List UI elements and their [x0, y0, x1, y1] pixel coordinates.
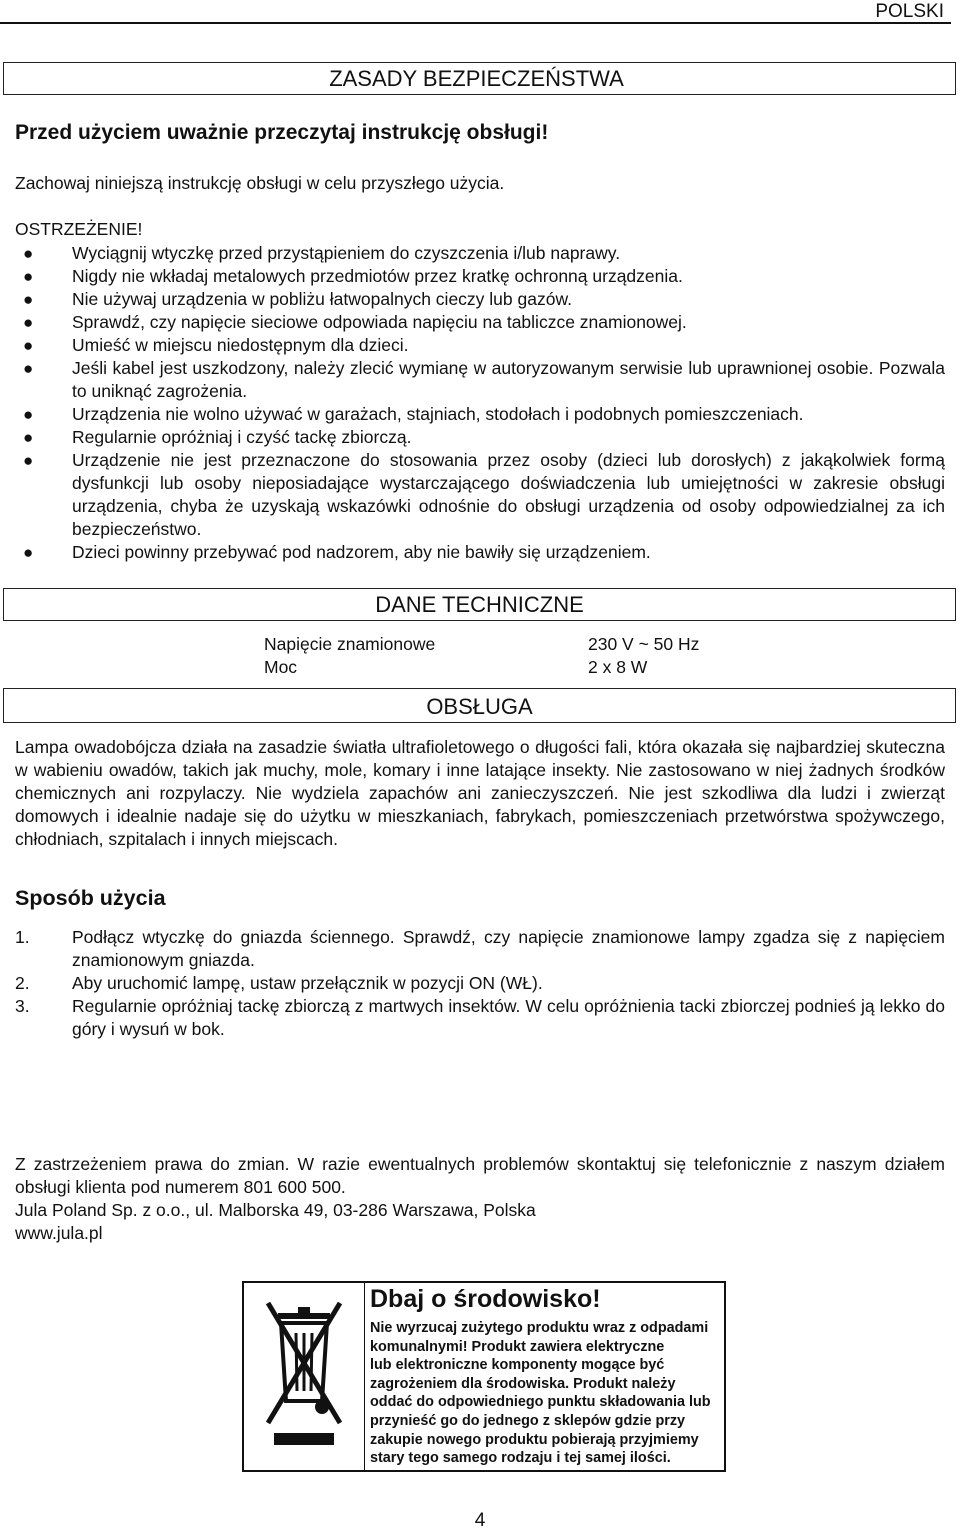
bullet-text: Nie używaj urządzenia w pobliżu łatwopalnych cieczy lub gazów. [72, 289, 572, 309]
eco-notice-box [242, 1281, 726, 1472]
step-number: 1. [15, 927, 30, 947]
list-item [15, 426, 945, 449]
page-number: 4 [474, 1510, 486, 1531]
safety-bullet-list [15, 242, 945, 564]
list-item [15, 972, 945, 995]
bullet-text: Wyciągnij wtyczkę przed przystąpieniem do czyszczenia i/lub naprawy. [72, 243, 621, 263]
eco-line: stary tego samego rodzaju i tej samej ilości. [370, 1450, 671, 1467]
list-item [15, 995, 945, 1041]
list-item [15, 265, 945, 288]
operation-description: Lampa owadobójcza działa na zasadzie światła ultrafioletowego o długości fali, która okazała się najbardziej skuteczna w wabieniu owadów, takich jak muchy, mole, komary i inne latające insekty. Nie zastosowano w niej żadnych środków chemicznych ani rozpylaczy. Nie wydziela zapachów ani zanieczyszczeń. Nie jest szkodliwa dla ludzi i zwierząt domowych i idealnie nadaje się do użytku w mieszkaniach, fabrykach, pomieszczeniach przetwórstwa spożywczego, chłodniach, szpitalach i innych miejscach. [15, 737, 945, 849]
bullet-text: Umieść w miejscu niedostępnym dla dzieci. [72, 335, 409, 355]
list-item [15, 242, 945, 265]
spec-label-voltage: Napięcie znamionowe [264, 634, 436, 654]
eco-line: lub elektroniczne komponenty mogące być [370, 1357, 665, 1374]
bullet-icon: ● [23, 405, 34, 424]
step-text: Aby uruchomić lampę, ustaw przełącznik w pozycji ON (WŁ). [72, 973, 543, 993]
eco-line: oddać do odpowiedniego punktu składowania lub [370, 1394, 711, 1411]
operation-title: OBSŁUGA [426, 694, 533, 719]
eco-notice-text [370, 1319, 720, 1468]
list-item [15, 403, 945, 426]
spec-value-voltage: 230 V ~ 50 Hz [588, 634, 700, 654]
list-item [15, 926, 945, 972]
spec-value-power: 2 x 8 W [588, 657, 648, 677]
eco-line: przynieść go do jednego z sklepów gdzie przy [370, 1412, 686, 1429]
list-item [15, 334, 945, 357]
warning-label: OSTRZEŻENIE! [15, 219, 143, 239]
step-number: 3. [15, 996, 30, 1016]
eco-line: zakupie nowego produktu pobierają przyjmiemy [370, 1431, 699, 1448]
safety-title-box [3, 62, 956, 95]
bullet-text: Regularnie opróżniaj i czyść tackę zbiorczą. [72, 427, 412, 447]
bullet-icon: ● [23, 244, 34, 263]
bullet-icon: ● [23, 267, 34, 286]
bullet-text: Urządzenia nie wolno używać w garażach, stajniach, stodołach i podobnych pomieszczeniach. [72, 404, 804, 424]
bullet-icon: ● [23, 336, 34, 355]
usage-steps [15, 926, 945, 1041]
list-item [15, 288, 945, 311]
operation-title-box [3, 688, 956, 723]
list-item [15, 449, 945, 541]
bullet-text: Dzieci powinny przebywać pod nadzorem, aby nie bawiły się urządzeniem. [72, 542, 651, 562]
safety-title: ZASADY BEZPIECZEŃSTWA [329, 66, 624, 91]
disclaimer-text: Z zastrzeżeniem prawa do zmian. W razie ewentualnych problemów skontaktuj się telefonicznie z naszym działem obsługi klienta pod numerem 801 600 500. [15, 1154, 945, 1197]
header-language: POLSKI [875, 1, 944, 22]
bullet-text: Jeśli kabel jest uszkodzony, należy zlecić wymianę w autoryzowanym serwisie lub uprawnionej osobie. Pozwala to uniknąć zagrożenia. [72, 358, 945, 401]
crossed-out-wheelie-bin-icon [244, 1283, 364, 1470]
bullet-icon: ● [23, 451, 34, 470]
list-item [15, 311, 945, 334]
spec-label-power: Moc [264, 657, 298, 677]
list-item [15, 541, 945, 564]
bullet-text: Sprawdź, czy napięcie sieciowe odpowiada napięciu na tabliczce znamionowej. [72, 312, 687, 332]
step-number: 2. [15, 973, 30, 993]
eco-line: zagrożeniem dla środowiska. Produkt należy [370, 1375, 676, 1392]
bullet-icon: ● [23, 313, 34, 332]
keep-manual-text: Zachowaj niniejszą instrukcję obsługi w celu przyszłego użycia. [15, 173, 505, 193]
eco-notice-title: Dbaj o środowisko! [370, 1285, 601, 1313]
usage-heading: Sposób użycia [15, 886, 166, 910]
weee-symbol-panel [244, 1283, 365, 1470]
read-first-heading: Przed użyciem uważnie przeczytaj instrukcję obsługi! [15, 121, 549, 144]
bullet-icon: ● [23, 543, 34, 562]
company-address: Jula Poland Sp. z o.o., ul. Malborska 49, 03-286 Warszawa, Polska [15, 1200, 536, 1220]
bullet-icon: ● [23, 428, 34, 447]
eco-line: komunalnymi! Produkt zawiera elektryczne [370, 1338, 665, 1355]
bullet-text: Urządzenie nie jest przeznaczone do stosowania przez osoby (dzieci lub dorosłych) z jakąkolwiek formą dysfunkcji lub osoby nieposiadające wystarczającego doświadczenia lub umiejętności w zakresie obsługi urządzenia, chyba że uzyskają wskazówki odnośnie do obsługi urządzenia od osoby odpowiedzialnej za ich bezpieczeństwo. [72, 450, 945, 539]
bullet-icon: ● [23, 290, 34, 309]
bullet-text: Nigdy nie wkładaj metalowych przedmiotów przez kratkę ochronną urządzenia. [72, 266, 683, 286]
bullet-icon: ● [23, 359, 34, 378]
website-link[interactable]: www.jula.pl [15, 1223, 103, 1243]
header-divider [0, 22, 951, 24]
eco-line: Nie wyrzucaj zużytego produktu wraz z odpadami [370, 1320, 709, 1336]
list-item [15, 357, 945, 403]
step-text: Podłącz wtyczkę do gniazda ściennego. Sprawdź, czy napięcie znamionowe lampy zgadza się z napięciem znamionowym gniazda. [72, 927, 945, 970]
technical-title-box [3, 588, 956, 621]
step-text: Regularnie opróżniaj tackę zbiorczą z martwych insektów. W celu opróżnienia tacki zbiorczej podnieś ją lekko do góry i wysuń w bok. [72, 996, 945, 1039]
technical-title: DANE TECHNICZNE [375, 592, 584, 617]
